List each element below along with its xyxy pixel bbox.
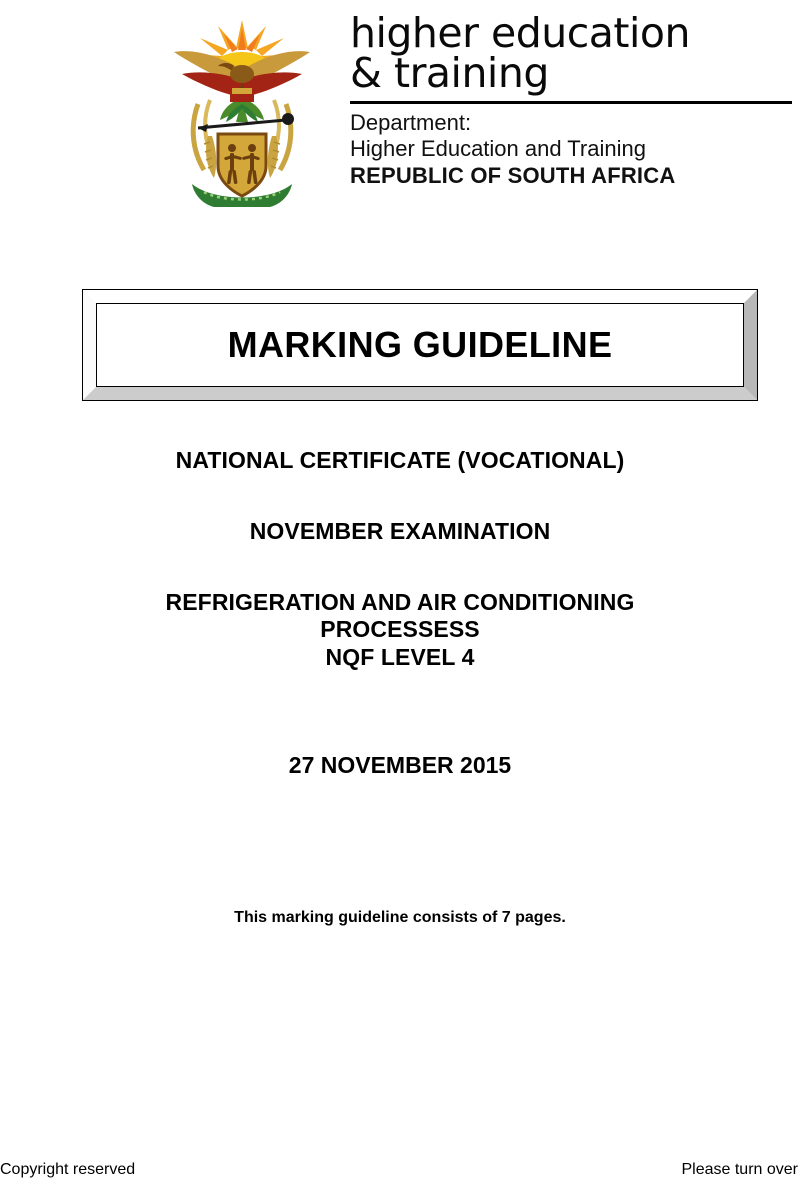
bevel-top-edge bbox=[83, 290, 757, 303]
marking-guideline-title: MARKING GUIDELINE bbox=[227, 324, 613, 365]
subject-line-2: PROCESSESS bbox=[320, 616, 480, 643]
document-header bbox=[152, 8, 792, 208]
marking-guideline-box bbox=[82, 289, 758, 401]
brand-line-2: & training bbox=[350, 48, 549, 97]
title-block bbox=[0, 447, 800, 671]
country-name: REPUBLIC OF SOUTH AFRICA bbox=[350, 163, 676, 189]
subject-line-1: REFRIGERATION AND AIR CONDITIONING bbox=[165, 589, 635, 616]
bevel-left-edge bbox=[83, 290, 96, 400]
page-footer bbox=[0, 1161, 800, 1179]
exam-date: 27 NOVEMBER 2015 bbox=[288, 752, 512, 778]
examination-line: NOVEMBER EXAMINATION bbox=[249, 518, 551, 545]
department-lockup bbox=[350, 8, 792, 190]
footer-turn-over: Please turn over bbox=[681, 1161, 798, 1178]
nqf-level-line: NQF LEVEL 4 bbox=[325, 643, 475, 670]
department-label: Department: bbox=[350, 109, 472, 135]
brand-divider bbox=[350, 101, 792, 104]
footer-copyright: Copyright reserved bbox=[0, 1161, 136, 1178]
marking-guideline-box-face bbox=[96, 303, 744, 387]
department-name: Higher Education and Training bbox=[350, 136, 646, 162]
bevel-right-edge bbox=[744, 290, 757, 400]
brand-line-1: higher education bbox=[350, 9, 690, 57]
title-spacer-2 bbox=[0, 545, 800, 589]
title-spacer-1 bbox=[0, 474, 800, 518]
south-african-coat-of-arms-icon bbox=[152, 8, 332, 208]
page-count-note: This marking guideline consists of 7 pages. bbox=[234, 909, 566, 926]
bevel-bottom-edge bbox=[83, 387, 757, 400]
certificate-line: NATIONAL CERTIFICATE (VOCATIONAL) bbox=[175, 447, 625, 473]
